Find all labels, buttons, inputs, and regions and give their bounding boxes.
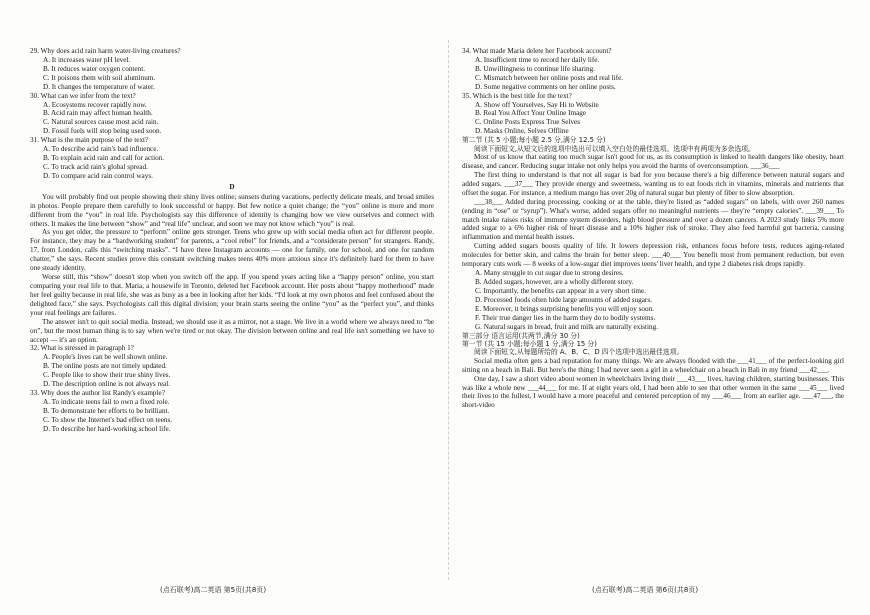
q33-option-c: C. To show the Internet's bad effect on teens. — [43, 415, 173, 424]
q29-option-a: A. It increases water pH level. — [43, 55, 131, 64]
section-2-heading: 第二节 (共 5 小题;每小题 2.5 分,满分 12.5 分) — [462, 136, 606, 145]
question-32: 32. What is stressed in paragraph 1? — [30, 344, 134, 353]
q33-option-d: D. To describe her hard-working school life. — [43, 424, 171, 433]
passage-d-paragraph: You will probably find out people showing their shiny lives online; sunsets during vacations, perfectly delicate meals, and broad smiles in photos. People prepare them carefully to look successful or happy. But few notice a quiet change; the “you” online is more and more different from the “you” in real life. Psychologists say this difference of identity is changing how we view ourselves and connect with others. It makes the line between “show” and “real life” unclear, and soon we may not know which “you” is real. — [30, 192, 434, 228]
question-35: 35. Which is the best title for the text? — [462, 91, 572, 100]
seven-choice-option-g: G. Natural sugars in bread, fruit and milk are naturally existing. — [475, 322, 659, 331]
seven-choice-option-b: B. Added sugars, however, are a wholly different story. — [475, 277, 634, 286]
question-33: 33. Why does the author list Randy's example? — [30, 389, 165, 398]
q33-option-a: A. To indicate teens fail to own a fixed role. — [43, 397, 170, 406]
q32-option-b: B. The online posts are not timely updated. — [43, 362, 167, 371]
seven-choice-option-a: A. Many struggle to cut sugar due to strong desires. — [475, 269, 624, 278]
q35-option-a: A. Show off Yourselves, Say Hi to Website — [475, 100, 599, 109]
q31-option-b: B. To explain acid rain and call for action. — [43, 154, 165, 163]
seven-choice-paragraph: ___38___ Added during processing, cooking or at the table, they're listed as “added sugars” on labels, with over 260 names (ending in “ose” or “syrup”). What's worse, added sugars offer no meaningful nutrients — they're “empty calories”. ___39___ To match intake raises risks of immune system disorders, high blood pressure and over a dozen cancers. A 2023 study links 5% more added sugar to a 6% higher risk of heart disease and a 10% higher risk of stroke. They also feed harmful gut bacteria, causing inflammation and mental health issues. — [462, 197, 844, 242]
part-3-instructions: 阅读下面短文,从每题所给的 A、B、C、D 四个选项中选出最佳选项。 — [474, 348, 684, 357]
seven-choice-paragraph: The first thing to understand is that not all sugar is bad for you because there's a big difference between natural sugars and added sugars. ___37___ They provide energy and sweetness, wanting us to eat foods rich in vitamins, minerals and nutrients that offset the sugar. For instance, a medium mango has over 20g of natural sugar but plenty of fiber to slow absorption. — [462, 170, 844, 197]
q35-option-d: D. Masks Online, Selves Offline — [475, 127, 569, 136]
q31-option-a: A. To describe acid rain's bad influence. — [43, 145, 159, 154]
seven-choice-option-d: D. Processed foods often hide large amounts of added sugars. — [475, 295, 652, 304]
seven-choice-paragraph: Cutting added sugars boosts quality of life. It lowers depression risk, enhances focus before tests, reduces aging-related molecules for better skin, and calms the brain for better sleep. ___40___ You benefit most from permanent reduction, but even temporary cuts work — 8 weeks of a low-sugar diet improves teens' liver health, and type 2 diabetes risk drops rapidly. — [462, 242, 844, 269]
q30-option-b: B. Acid rain may affect human health. — [43, 109, 153, 118]
q35-option-b: B. Real You Affect Your Online Image — [475, 109, 587, 118]
column-divider — [448, 40, 449, 580]
q29-option-d: D. It changes the temperature of water. — [43, 82, 155, 91]
q34-option-a: A. Insufficient time to record her daily life. — [475, 55, 600, 64]
q35-option-c: C. Online Posts Express True Selves — [475, 118, 581, 127]
question-34: 34. What made Maria delete her Facebook account? — [462, 47, 612, 55]
passage-d-paragraph: Worse still, this “show” doesn't stop when you switch off the app. If you spend years acting like a “happy person” online, you start comparing your real life to that. Maria, a housewife in Toronto, deleted her Facebook account. Her posts about “happy motherhood” made her feel guilty because in real life, she was as busy as a bee in looking after her kids. “I'd look at my own photos and feel confused about the delighted face,” she says. Psychologists call this digital division; your brain starts seeing the online “you” as the “perfect you”, and thinks your real feelings are failures. — [30, 273, 434, 317]
seven-choice-option-e: E. Moreover, it brings surprising benefits you will enjoy soon. — [475, 304, 654, 313]
q31-option-d: D. To compare acid rain control ways. — [43, 171, 153, 180]
question-30: 30. What can we infer from the text? — [30, 91, 136, 100]
section-2-instructions: 阅读下面短文,从短文后的选项中选出可以填入空白处的最佳选项。选项中有两项为多余选项。 — [474, 144, 755, 153]
cloze-paragraph: Social media often gets a bad reputation for many things. We are always flooded with the ___41___ of the perfect-looking girl sitting on a beach in Bali. But here's the thing; I had never seen a girl in a wheelchair on a beach in Bali in my friend ___42___. — [462, 356, 844, 374]
passage-d-heading: D — [229, 182, 235, 191]
q33-option-b: B. To demonstrate her efforts to be brilliant. — [43, 406, 170, 415]
passage-d-paragraph: As you get older, the pressure to “perform” online gets stronger. Teens who grew up with social media often act for different people. For instance, they may be a “hardworking student” for parents, a “cool rebel” for friends, and a “considerate person” for strangers. Randy, 17, from London, calls this “switching masks”. “I have three Instagram accounts — one for family, one for school, and one for random chatter,” she says. Recent studies prove this constant switching makes teens 40% more anxious since it's definitely hard for them to have one steady identity. — [30, 228, 434, 273]
right-column — [462, 47, 844, 410]
passage-d-paragraph: The answer isn't to quit social media. Instead, we should use it as a mirror, not a stage. We live in a world where we always need to “be on”, but the most human thing is to say when we're tired or not okay. The division between online and real life isn't something we have to accept — it's an option. — [30, 317, 434, 344]
q31-option-c: C. To track acid rain's global spread. — [43, 162, 148, 171]
seven-choice-paragraph: Most of us know that eating too much sugar isn't good for us, as its consumption is linked to health dangers like obesity, heart disease, and cancer. Reducing sugar intake not only helps you avoid the harms of overconsumption. ___36___ — [462, 153, 844, 170]
q30-option-c: C. Natural sources cause most acid rain. — [43, 118, 159, 127]
q29-option-c: C. It poisons them with soil aluminum. — [43, 73, 156, 82]
q30-option-d: D. Fossil fuels will stop being used soon. — [43, 127, 162, 136]
q30-option-a: A. Ecosystems recover rapidly now. — [43, 100, 147, 109]
question-29: 29. Why does acid rain harm water-living creatures? — [30, 47, 181, 55]
part-3-section-1-heading: 第一节 (共 15 小题;每小题 1 分,满分 15 分) — [462, 339, 597, 348]
q34-option-d: D. Some negative comments on her online posts. — [475, 82, 616, 91]
q34-option-c: C. Mismatch between her online posts and real life. — [475, 73, 624, 82]
seven-choice-option-f: F. Their true danger lies in the harm they do to bodily systems. — [475, 313, 656, 322]
seven-choice-option-c: C. Importantly, the benefits can appear in a very short time. — [475, 286, 646, 295]
cloze-paragraph: One day, I saw a short video about women in wheelchairs living their ___43___ lives, having children, starting businesses. This was like a whole new ___44___ for me. If at eight years old, I had been able to see that other women in the same ___45___ lived their lives to the fullest, I would have a more peaceful and centered perception of my ___46___ from an earlier age. ___47___, the short-video — [462, 374, 844, 410]
q32-option-c: C. People like to show their true shiny lives. — [43, 371, 171, 380]
page-footer-left: (点石联考)高二英语 第5页(共8页) — [160, 586, 267, 594]
question-31: 31. What is the main purpose of the text? — [30, 136, 149, 145]
q29-option-b: B. It reduces water oxygen content. — [43, 64, 145, 73]
left-column — [30, 47, 434, 434]
q32-option-d: D. The description online is not always real. — [43, 380, 171, 389]
q34-option-b: B. Unwillingness to continue life sharing. — [475, 64, 595, 73]
page-footer-right: (点石联考)高二英语 第6页(共8页) — [592, 586, 699, 594]
part-3-heading: 第三部分 语言运用(共两节,满分 30 分) — [462, 331, 580, 340]
q32-option-a: A. People's lives can be well shown online. — [43, 353, 168, 362]
